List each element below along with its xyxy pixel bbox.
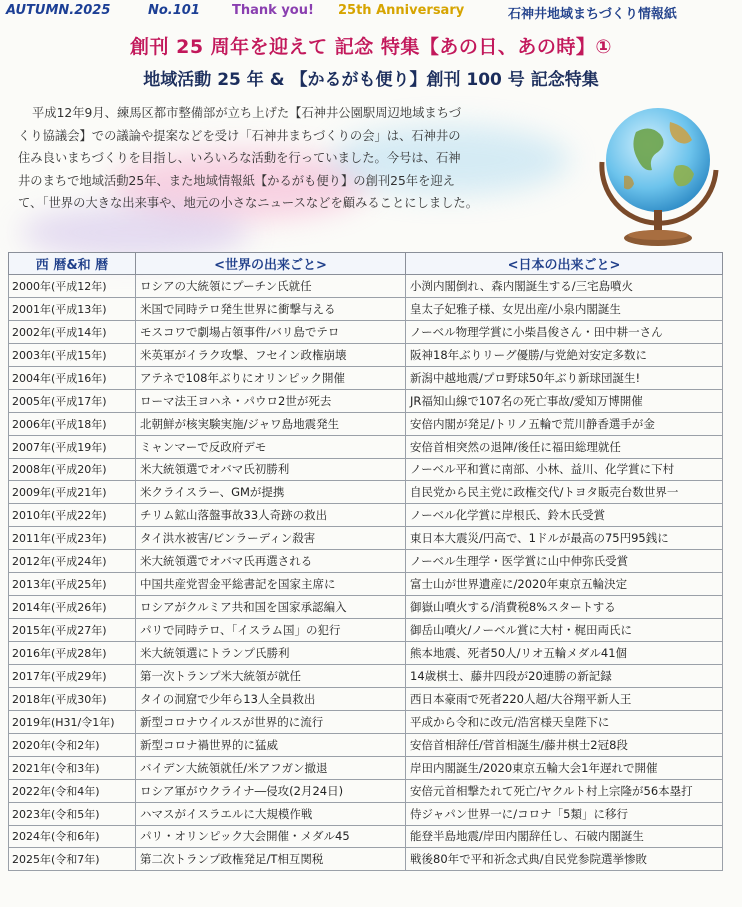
feature-subtitle: 地域活動 25 年 & 【かるがも便り】創刊 100 号 記念特集	[143, 70, 599, 90]
table-row	[9, 275, 723, 298]
globe-illustration	[584, 92, 734, 252]
header-world: <世界の出来ごと>	[136, 253, 406, 275]
world-event-cell: タイの洞窟で少年ら13人全員救出	[136, 687, 406, 710]
table-row	[9, 366, 723, 389]
header-japan: <日本の出来ごと>	[406, 253, 723, 275]
japan-event-cell: 岸田内閣誕生/2020東京五輪大会1年遅れで開催	[406, 756, 723, 779]
year-cell: 2022年(令和4年)	[9, 779, 136, 802]
japan-event-cell: 能登半島地震/岸田内閣辞任し、石破内閣誕生	[406, 825, 723, 848]
table-row	[9, 779, 723, 802]
table-row	[9, 619, 723, 642]
japan-event-cell: 安倍元首相撃たれて死亡/ヤクルト村上宗隆が56本塁打	[406, 779, 723, 802]
year-cell: 2023年(令和5年)	[9, 802, 136, 825]
intro-line: て、「世界の大きな出来事や、地元の小さなニュースなどを顧みることにしました。	[18, 196, 479, 210]
japan-event-cell: ノーベル生理学・医学賞に山中伸弥氏受賞	[406, 550, 723, 573]
year-cell: 2021年(令和3年)	[9, 756, 136, 779]
table-row	[9, 389, 723, 412]
table-row	[9, 596, 723, 619]
japan-event-cell: ノーベル物理学賞に小柴昌俊さん・田中耕一さん	[406, 320, 723, 343]
japan-event-cell: 御嶽山噴火する/消費税8%スタートする	[406, 596, 723, 619]
thanks-text: Thank you!	[232, 3, 314, 18]
world-event-cell: タイ洪水被害/ビンラーディン殺害	[136, 527, 406, 550]
table-row	[9, 504, 723, 527]
year-cell: 2011年(平成23年)	[9, 527, 136, 550]
year-cell: 2005年(平成17年)	[9, 389, 136, 412]
japan-event-cell: 西日本豪雨で死者220人超/大谷翔平新人王	[406, 687, 723, 710]
table-row	[9, 756, 723, 779]
masthead-bar	[0, 0, 742, 22]
world-event-cell: 第二次トランプ政権発足/T相互関税	[136, 848, 406, 871]
world-event-cell: ハマスがイスラエルに大規模作戦	[136, 802, 406, 825]
japan-event-cell: 阪神18年ぶりリーグ優勝/与党絶対安定多数に	[406, 343, 723, 366]
japan-event-cell: 14歳棋士、藤井四段が20連勝の新記録	[406, 664, 723, 687]
world-event-cell: ミャンマーで反政府デモ	[136, 435, 406, 458]
year-cell: 2006年(平成18年)	[9, 412, 136, 435]
japan-event-cell: 新潟中越地震/プロ野球50年ぶり新球団誕生!	[406, 366, 723, 389]
year-cell: 2009年(平成21年)	[9, 481, 136, 504]
header-year: 西 暦&和 暦	[9, 253, 136, 275]
world-event-cell: ロシアがクルミア共和国を国家承認編入	[136, 596, 406, 619]
year-cell: 2004年(平成16年)	[9, 366, 136, 389]
world-event-cell: チリム鉱山落盤事故33人奇跡の救出	[136, 504, 406, 527]
world-event-cell: 米大統領選でオバマ氏再選される	[136, 550, 406, 573]
table-row	[9, 664, 723, 687]
year-cell: 2020年(令和2年)	[9, 733, 136, 756]
year-cell: 2002年(平成14年)	[9, 320, 136, 343]
japan-event-cell: 平成から令和に改元/浩宮様天皇陛下に	[406, 710, 723, 733]
japan-event-cell: 熊本地震、死者50人/リオ五輪メダル41個	[406, 642, 723, 665]
table-row	[9, 320, 723, 343]
table-row	[9, 848, 723, 871]
table-row	[9, 458, 723, 481]
world-event-cell: 北朝鮮が核実験実施/ジャワ島地震発生	[136, 412, 406, 435]
year-cell: 2012年(平成24年)	[9, 550, 136, 573]
japan-event-cell: 安倍首相辞任/菅首相誕生/藤井棋士2冠8段	[406, 733, 723, 756]
japan-event-cell: JR福知山線で107名の死亡事故/愛知万博開催	[406, 389, 723, 412]
table-row	[9, 550, 723, 573]
japan-event-cell: 東日本大震災/円高で、1ドルが最高の75円95銭に	[406, 527, 723, 550]
table-row	[9, 687, 723, 710]
year-cell: 2008年(平成20年)	[9, 458, 136, 481]
table-row	[9, 733, 723, 756]
japan-event-cell: 侍ジャパン世界一に/コロナ「5類」に移行	[406, 802, 723, 825]
world-event-cell: 中国共産党習金平総書記を国家主席に	[136, 573, 406, 596]
world-event-cell: 米国で同時テロ発生世界に衝撃与える	[136, 297, 406, 320]
intro-paragraph	[18, 102, 588, 215]
year-cell: 2024年(令和6年)	[9, 825, 136, 848]
issue-season: AUTUMN.2025	[6, 3, 111, 18]
world-event-cell: ロシア軍がウクライナ―侵攻(2月24日)	[136, 779, 406, 802]
feature-title: 創刊 25 周年を迎えて 記念 特集【あの日、あの時】①	[130, 36, 612, 58]
table-row	[9, 297, 723, 320]
table-row	[9, 825, 723, 848]
world-event-cell: 新型コロナウイルスが世界的に流行	[136, 710, 406, 733]
intro-line: くり協議会】での議論や提案などを受け「石神井まちづくりの会」は、石神井の	[18, 128, 461, 143]
paper-name: 石神井地域まちづくり情報紙	[508, 7, 677, 22]
year-cell: 2025年(令和7年)	[9, 848, 136, 871]
table-row	[9, 412, 723, 435]
year-cell: 2013年(平成25年)	[9, 573, 136, 596]
table-row	[9, 710, 723, 733]
japan-event-cell: 自民党から民主党に政権交代/トヨタ販売台数世界一	[406, 481, 723, 504]
year-cell: 2016年(平成28年)	[9, 642, 136, 665]
year-cell: 2010年(平成22年)	[9, 504, 136, 527]
world-event-cell: バイデン大統領就任/米アフガン撤退	[136, 756, 406, 779]
world-event-cell: 米大統領選でオバマ氏初勝利	[136, 458, 406, 481]
japan-event-cell: 皇太子妃雅子様、女児出産/小泉内閣誕生	[406, 297, 723, 320]
world-event-cell: ロシアの大統領にプーチン氏就任	[136, 275, 406, 298]
world-event-cell: 米クライスラー、GMが提携	[136, 481, 406, 504]
year-cell: 2014年(平成26年)	[9, 596, 136, 619]
year-cell: 2001年(平成13年)	[9, 297, 136, 320]
year-cell: 2018年(平成30年)	[9, 687, 136, 710]
japan-event-cell: 戦後80年で平和祈念式典/自民党参院選挙惨敗	[406, 848, 723, 871]
intro-line: 平成12年9月、練馬区都市整備部が立ち上げた【石神井公園駅周辺地域まちづ	[32, 106, 462, 120]
world-event-cell: アテネで108年ぶりにオリンピック開催	[136, 366, 406, 389]
world-event-cell: 米英軍がイラク攻撃、フセイン政権崩壊	[136, 343, 406, 366]
world-event-cell: パリで同時テロ、「イスラム国」の犯行	[136, 619, 406, 642]
japan-event-cell: 富士山が世界遺産に/2020年東京五輪決定	[406, 573, 723, 596]
world-event-cell: ローマ法王ヨハネ・パウロ2世が死去	[136, 389, 406, 412]
japan-event-cell: ノーベル化学賞に岸根氏、鈴木氏受賞	[406, 504, 723, 527]
year-cell: 2017年(平成29年)	[9, 664, 136, 687]
table-row	[9, 343, 723, 366]
table-row	[9, 642, 723, 665]
japan-event-cell: 安倍内閣が発足/トリノ五輪で荒川静香選手が金	[406, 412, 723, 435]
world-event-cell: 第一次トランプ米大統領が就任	[136, 664, 406, 687]
japan-event-cell: ノーベル平和賞に南部、小林、益川、化学賞に下村	[406, 458, 723, 481]
japan-event-cell: 御岳山噴火/ノーベル賞に大村・梶田両氏に	[406, 619, 723, 642]
world-event-cell: 新型コロナ禍世界的に猛威	[136, 733, 406, 756]
world-event-cell: パリ・オリンピック大会開催・メダル45	[136, 825, 406, 848]
table-row	[9, 573, 723, 596]
year-cell: 2019年(H31/令1年)	[9, 710, 136, 733]
table-row	[9, 802, 723, 825]
issue-number: No.101	[148, 3, 200, 18]
table-row	[9, 435, 723, 458]
japan-event-cell: 安倍首相突然の退陣/後任に福田総理就任	[406, 435, 723, 458]
year-cell: 2015年(平成27年)	[9, 619, 136, 642]
table-row	[9, 527, 723, 550]
year-cell: 2000年(平成12年)	[9, 275, 136, 298]
world-event-cell: モスコワで劇場占領事件/バリ島でテロ	[136, 320, 406, 343]
history-table	[8, 252, 723, 871]
table-header-row	[9, 253, 723, 275]
world-event-cell: 米大統領選にトランプ氏勝利	[136, 642, 406, 665]
year-cell: 2003年(平成15年)	[9, 343, 136, 366]
table-row	[9, 481, 723, 504]
anniversary-text: 25th Anniversary	[338, 3, 465, 18]
intro-line: 井のまちで地域活動25年、また地域情報紙【かるがも便り】の創刊25年を迎え	[18, 173, 455, 188]
japan-event-cell: 小渕内閣倒れ、森内閣誕生する/三宅島噴火	[406, 275, 723, 298]
intro-line: 住み良いまちづくりを目指し、いろいろな活動を行っていました。今号は、石神	[18, 151, 461, 165]
year-cell: 2007年(平成19年)	[9, 435, 136, 458]
